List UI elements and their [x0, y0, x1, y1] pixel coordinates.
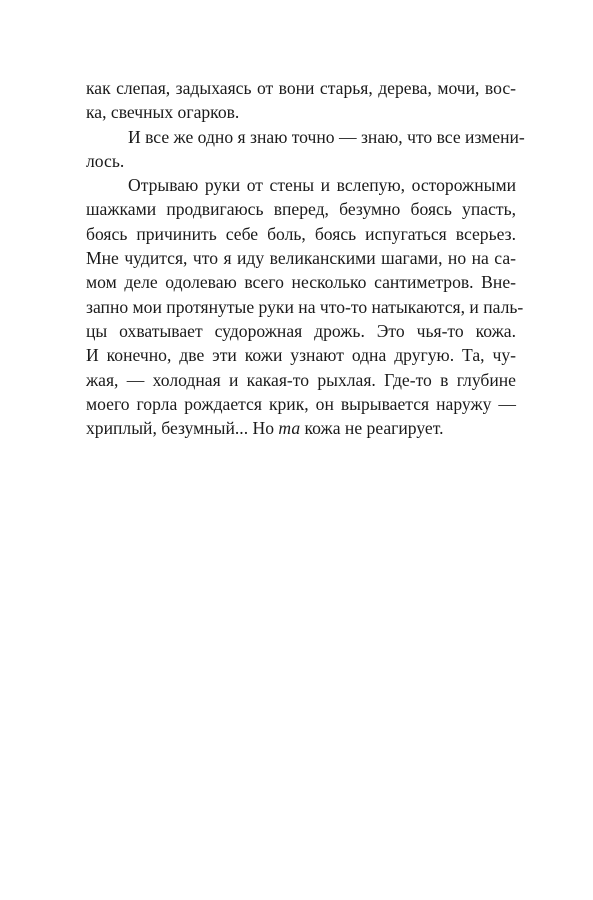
final-text-line [86, 416, 516, 440]
text-line: мом деле одолеваю всего несколько сантиметров. Вне- [86, 272, 516, 293]
text-line: лось. [86, 150, 125, 171]
paragraph-3 [86, 173, 524, 440]
text-line: жая, — холодная и какая-то рыхлая. Где-то в глубине [86, 369, 516, 390]
text-line: шажками продвигаюсь вперед, безумно боясь упасть, [86, 199, 516, 220]
emphasized-word: та [278, 418, 301, 439]
text-line: ка, свечных огарков. [86, 102, 240, 123]
text-line: запно мои протянутые руки на что-то натыкаются, и паль- [86, 296, 524, 317]
text-line: как слепая, задыхаясь от вони старья, дерева, мочи, вос- [86, 78, 516, 98]
text-line: Отрываю руки от стены и вслепую, осторожными [128, 175, 516, 196]
text-run: кожа не реагирует. [300, 418, 444, 439]
text-line: моего горла рождается крик, он вырывается наружу — [86, 393, 516, 414]
body-text [86, 76, 525, 440]
text-line: И все же одно я знаю точно — знаю, что все измени- [128, 126, 525, 147]
text-run: хриплый, безумный... Но [86, 418, 279, 439]
text-line: Мне чудится, что я иду великанскими шагами, но на са- [86, 248, 516, 269]
paragraph-1 [86, 76, 516, 125]
text-line: боясь причинить себе боль, боясь испугаться всерьез. [86, 223, 516, 244]
text-line: цы охватывает судорожная дрожь. Это чья-то кожа. [86, 320, 516, 341]
text-line: И конечно, две эти кожи узнают одна другую. Та, чу- [86, 345, 516, 366]
paragraph-2 [86, 125, 525, 174]
